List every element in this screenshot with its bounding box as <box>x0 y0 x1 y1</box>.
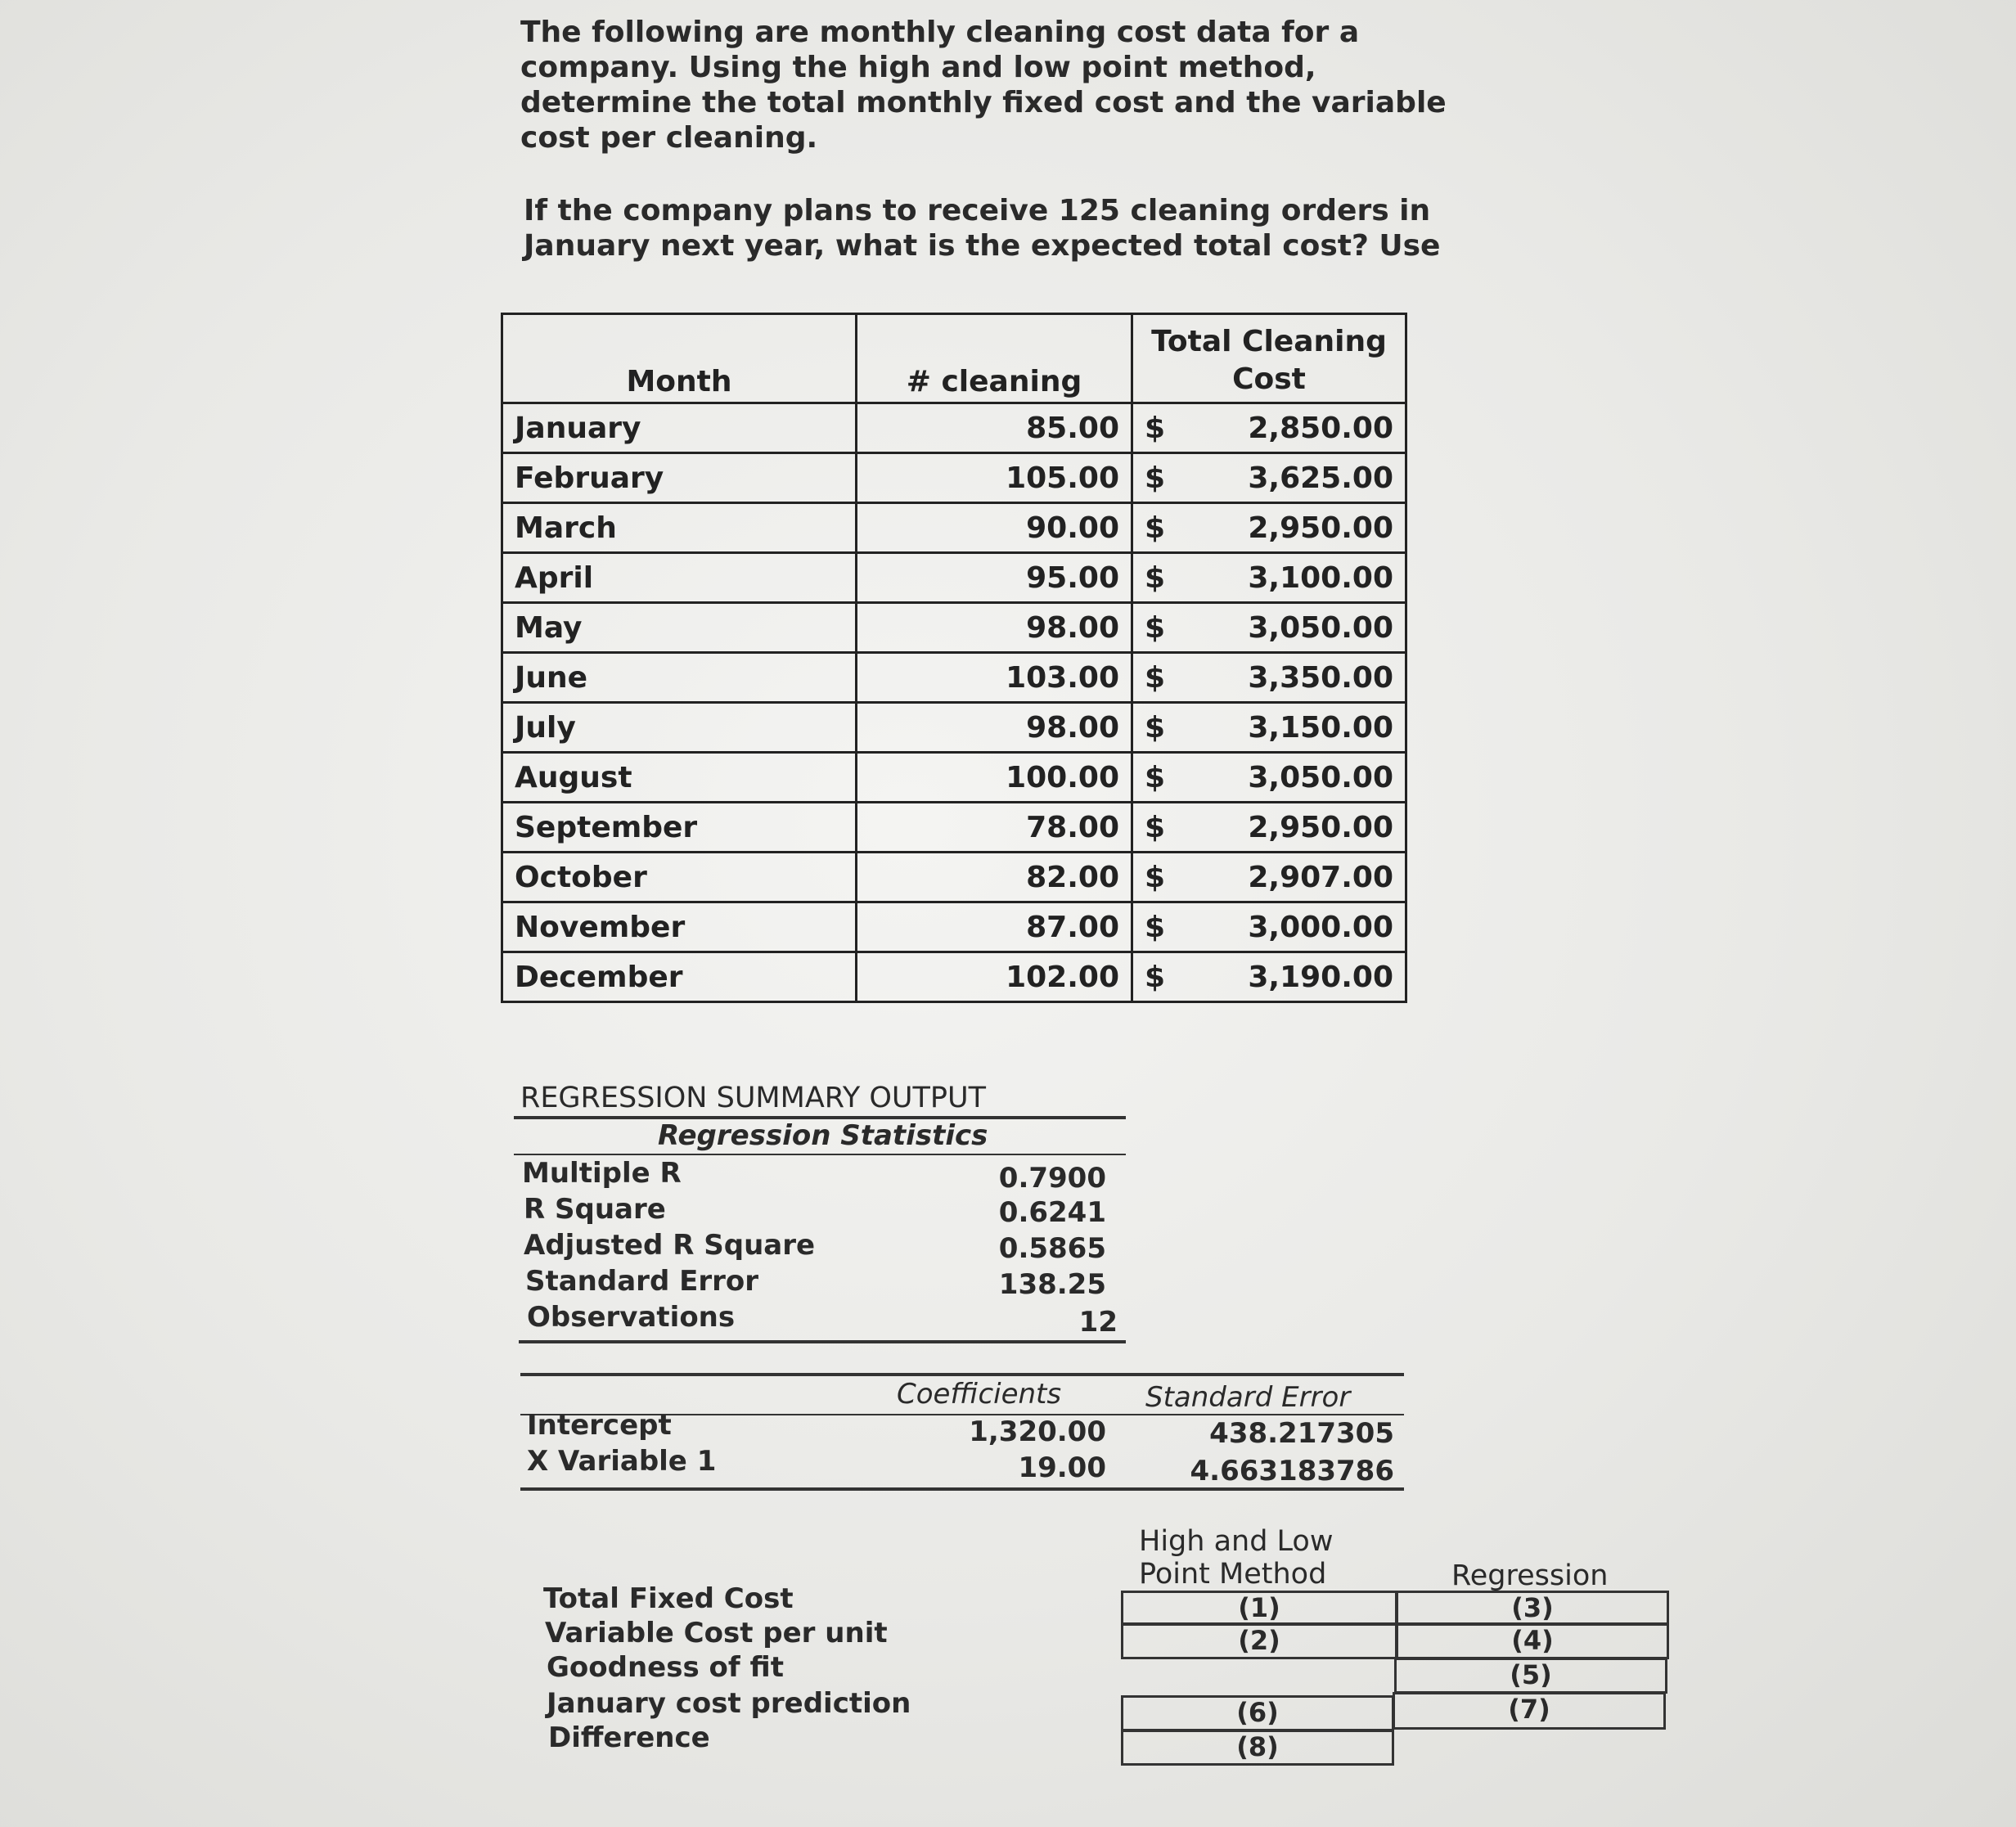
count-cell: 98.00 <box>857 603 1132 653</box>
currency-symbol: $ <box>1145 760 1166 794</box>
month-cell: March <box>502 503 857 553</box>
answer-box-5[interactable]: (5) <box>1394 1658 1667 1694</box>
month-cell: October <box>502 853 857 902</box>
count-cell: 102.00 <box>857 952 1132 1002</box>
total-cost-header <box>1132 314 1406 403</box>
high-low-header-line1: High and Low <box>1139 1525 1334 1558</box>
cost-cell <box>1132 403 1406 453</box>
table-row <box>502 902 1406 952</box>
month-cell: February <box>502 453 857 503</box>
answer-box-4[interactable]: (4) <box>1396 1623 1669 1659</box>
count-cell: 98.00 <box>857 703 1132 753</box>
high-low-header <box>1139 1525 1333 1591</box>
cost-value: 2,950.00 <box>1248 810 1393 844</box>
cost-value: 3,050.00 <box>1248 610 1393 645</box>
question-paragraph-1 <box>520 15 1447 155</box>
count-cell: 82.00 <box>857 853 1132 902</box>
cost-value: 3,350.00 <box>1248 660 1393 695</box>
total-cost-header-line1: Total Cleaning <box>1151 325 1387 358</box>
cost-cell <box>1132 503 1406 553</box>
question-line: company. Using the high and low point method, <box>520 51 1316 84</box>
stat-value: 138.25 <box>998 1268 1106 1301</box>
regression-column-header: Regression <box>1451 1559 1609 1592</box>
cost-cell <box>1132 603 1406 653</box>
currency-symbol: $ <box>1145 910 1166 944</box>
cost-cell <box>1132 703 1406 753</box>
currency-symbol: $ <box>1145 860 1166 894</box>
stat-label: Standard Error <box>525 1265 758 1298</box>
currency-symbol: $ <box>1145 660 1166 695</box>
answer-label: Goodness of fit <box>547 1651 784 1684</box>
cost-value: 2,907.00 <box>1248 860 1393 894</box>
cost-value: 2,850.00 <box>1248 411 1393 445</box>
month-cell: September <box>502 803 857 853</box>
coef-label: Intercept <box>527 1409 672 1442</box>
currency-symbol: $ <box>1145 610 1166 645</box>
cost-cell <box>1132 453 1406 503</box>
table-row <box>502 703 1406 753</box>
cost-value: 3,625.00 <box>1248 461 1393 495</box>
answer-box-3[interactable]: (3) <box>1396 1591 1669 1625</box>
se-value: 438.217305 <box>1209 1417 1394 1450</box>
month-cell: January <box>502 403 857 453</box>
cost-cell <box>1132 803 1406 853</box>
table-header-row <box>502 314 1406 403</box>
stat-label: Adjusted R Square <box>524 1229 816 1262</box>
cost-cell <box>1132 553 1406 603</box>
cost-value: 3,100.00 <box>1248 560 1393 595</box>
month-cell: April <box>502 553 857 603</box>
answer-label: Total Fixed Cost <box>543 1582 794 1615</box>
count-cell: 87.00 <box>857 902 1132 952</box>
stat-label: Multiple R <box>522 1157 682 1190</box>
stat-label: R Square <box>524 1193 666 1226</box>
month-cell: December <box>502 952 857 1002</box>
currency-symbol: $ <box>1145 511 1166 545</box>
stat-value: 12 <box>1078 1306 1118 1339</box>
answer-box-8[interactable]: (8) <box>1121 1730 1394 1766</box>
question-line: If the company plans to receive 125 cleaning orders in <box>524 194 1431 227</box>
table-row <box>502 653 1406 703</box>
stat-value: 0.6241 <box>998 1196 1106 1229</box>
answer-label: Variable Cost per unit <box>545 1617 888 1649</box>
question-paragraph-2 <box>524 193 1440 263</box>
question-line: January next year, what is the expected total cost? Use <box>524 229 1441 263</box>
cost-cell <box>1132 753 1406 803</box>
month-cell: August <box>502 753 857 803</box>
cost-value: 3,150.00 <box>1248 710 1393 745</box>
table-row <box>502 753 1406 803</box>
currency-symbol: $ <box>1145 710 1166 745</box>
cost-cell <box>1132 952 1406 1002</box>
cost-value: 3,000.00 <box>1248 910 1393 944</box>
currency-symbol: $ <box>1145 411 1166 445</box>
count-cell: 90.00 <box>857 503 1132 553</box>
cost-value: 3,190.00 <box>1248 960 1393 994</box>
table-row <box>502 453 1406 503</box>
answer-label: January cost prediction <box>547 1687 911 1720</box>
table-row <box>502 503 1406 553</box>
table-row <box>502 603 1406 653</box>
month-cell: July <box>502 703 857 753</box>
count-cell: 105.00 <box>857 453 1132 503</box>
total-cost-header-line2: Cost <box>1232 362 1306 396</box>
table-row <box>502 553 1406 603</box>
se-value: 4.663183786 <box>1190 1455 1394 1487</box>
count-cell: 103.00 <box>857 653 1132 703</box>
count-cell: 85.00 <box>857 403 1132 453</box>
answer-box-7[interactable]: (7) <box>1393 1692 1666 1730</box>
count-cell: 95.00 <box>857 553 1132 603</box>
table-row <box>502 952 1406 1002</box>
cleaning-cost-table <box>501 313 1407 1003</box>
question-line: The following are monthly cleaning cost data for a <box>520 16 1360 49</box>
coef-value: 1,320.00 <box>969 1415 1106 1448</box>
month-cell: May <box>502 603 857 653</box>
regression-title: REGRESSION SUMMARY OUTPUT <box>520 1082 987 1114</box>
month-cell: November <box>502 902 857 952</box>
count-cell: 78.00 <box>857 803 1132 853</box>
answer-box-6[interactable]: (6) <box>1121 1695 1394 1731</box>
cost-cell <box>1132 653 1406 703</box>
coef-label: X Variable 1 <box>527 1445 717 1478</box>
stat-label: Observations <box>527 1301 736 1334</box>
cost-value: 3,050.00 <box>1248 760 1393 794</box>
currency-symbol: $ <box>1145 461 1166 495</box>
stat-value: 0.5865 <box>998 1232 1106 1265</box>
coef-bottom-rule <box>520 1487 1404 1491</box>
coefficients-header: Coefficients <box>897 1378 1062 1411</box>
cost-cell <box>1132 902 1406 952</box>
currency-symbol: $ <box>1145 960 1166 994</box>
table-row <box>502 853 1406 902</box>
currency-symbol: $ <box>1145 810 1166 844</box>
table-row <box>502 803 1406 853</box>
regression-stats-header: Regression Statistics <box>658 1119 988 1152</box>
coef-top-rule <box>520 1373 1404 1376</box>
answer-box-1[interactable]: (1) <box>1121 1591 1397 1625</box>
currency-symbol: $ <box>1145 560 1166 595</box>
month-header: Month <box>502 314 857 403</box>
count-cell: 100.00 <box>857 753 1132 803</box>
answer-label: Difference <box>548 1721 710 1754</box>
cost-value: 2,950.00 <box>1248 511 1393 545</box>
question-line: cost per cleaning. <box>520 121 818 155</box>
regression-stats-rule <box>514 1154 1126 1155</box>
stat-value: 0.7900 <box>998 1162 1106 1195</box>
cost-cell <box>1132 853 1406 902</box>
table-row <box>502 403 1406 453</box>
question-line: determine the total monthly fixed cost and the variable <box>520 86 1447 119</box>
standard-error-header: Standard Error <box>1145 1381 1351 1414</box>
high-low-header-line2: Point Method <box>1139 1558 1327 1591</box>
answer-box-2[interactable]: (2) <box>1121 1623 1397 1659</box>
coef-value: 19.00 <box>1018 1451 1106 1484</box>
regression-stats-bottom-rule <box>519 1340 1126 1343</box>
month-cell: June <box>502 653 857 703</box>
cleaning-count-header: # cleaning <box>857 314 1132 403</box>
